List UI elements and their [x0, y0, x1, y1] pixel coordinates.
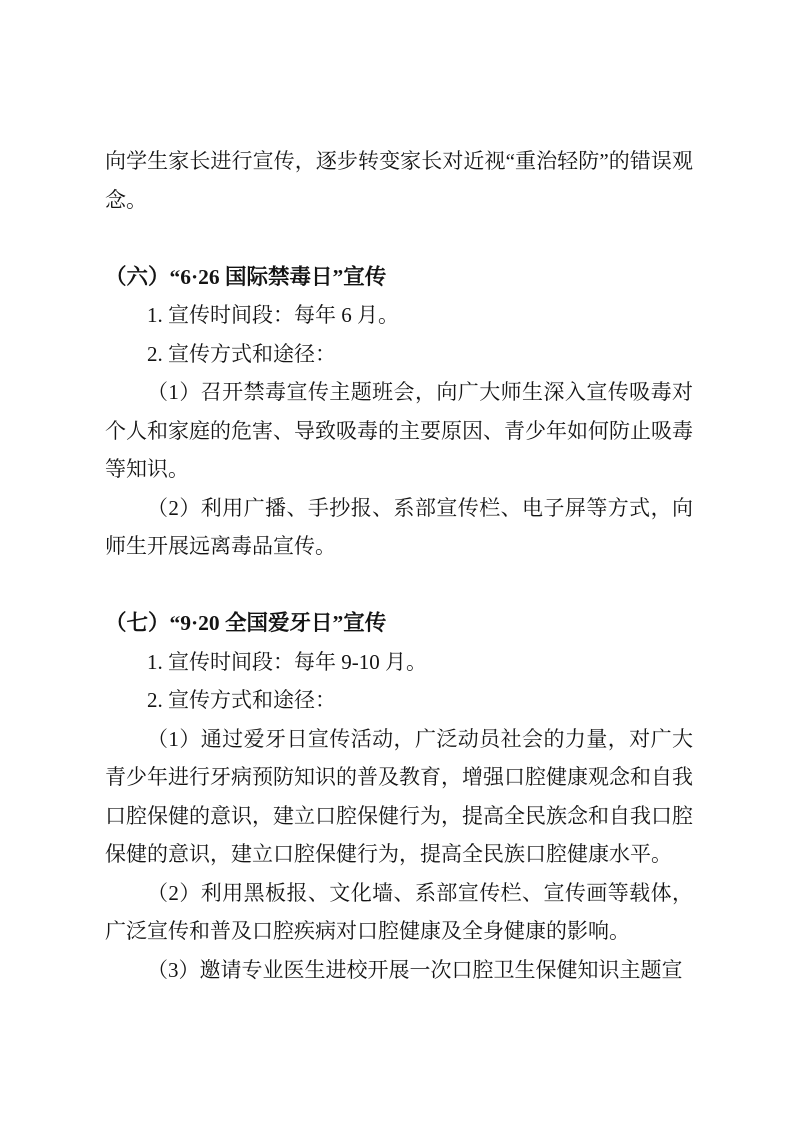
document-content — [105, 142, 693, 989]
section-six-methods-label: 2. 宣传方式和途径： — [147, 341, 336, 366]
section-seven-heading: （七）“9·20 全国爱牙日”宣传 — [105, 611, 387, 635]
section-six-method-1: （1）召开禁毒宣传主题班会，向广大师生深入宣传吸毒对个人和家庭的危害、导致吸毒的主要原因、青少年如何防止吸毒等知识。 — [105, 380, 693, 481]
section-six-method-2: （2）利用广播、手抄报、系部宣传栏、电子屏等方式，向师生开展远离毒品宣传。 — [105, 495, 693, 558]
section-seven-time-period: 1. 宣传时间段：每年 9-10 月。 — [147, 649, 427, 674]
section-seven-method-2: （2）利用黑板报、文化墙、系部宣传栏、宣传画等载体，广泛宣传和普及口腔疾病对口腔健康及全身健康的影响。 — [105, 880, 693, 943]
section-seven-method-1: （1）通过爱牙日宣传活动，广泛动员社会的力量，对广大青少年进行牙病预防知识的普及教育，增强口腔健康观念和自我口腔保健的意识，建立口腔保健行为，提高全民族念和自我口腔保健的意识，建立口腔保健行为，提高全民族口腔健康水平。 — [105, 726, 693, 866]
section-six-time-period: 1. 宣传时间段：每年 6 月。 — [147, 303, 399, 327]
section-seven-methods-label: 2. 宣传方式和途径： — [147, 688, 336, 712]
section-six-heading: （六）“6·26 国际禁毒日”宣传 — [105, 264, 387, 289]
continuation-paragraph: 向学生家长进行宣传，逐步转变家长对近视“重治轻防”的错误观念。 — [105, 149, 693, 212]
section-seven-method-3-cutoff: （3）邀请专业医生进校开展一次口腔卫生保健知识主题宣 — [147, 957, 683, 982]
